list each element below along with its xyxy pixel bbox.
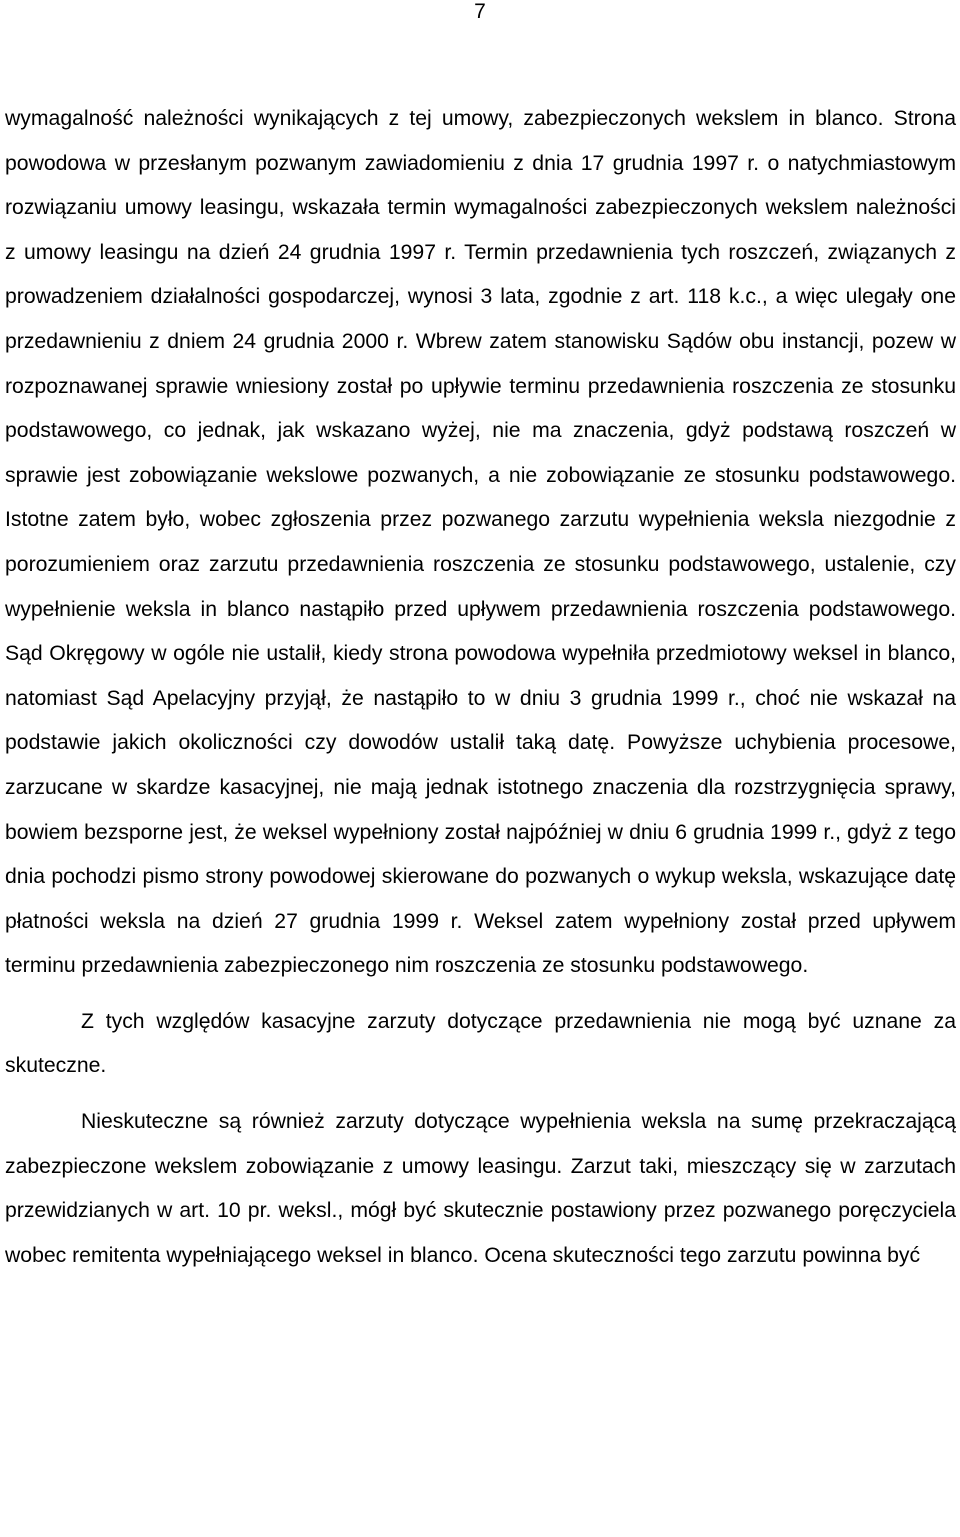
paragraph-limitation-conclusion: Z tych względów kasacyjne zarzuty dotyczące przedawnienia nie mogą być uznane za skuteczne. [5,1009,956,1078]
paragraph-bill-amount-objection: Nieskuteczne są również zarzuty dotyczące wypełnienia weksla na sumę przekraczającą zabezpieczone wekslem zobowiązanie z umowy leasingu. Zarzut taki, mieszczący się w zarzutach przewidzianych w art. 10 pr. weksl., mógł być skutecznie postawiony przez pozwanego poręczyciela wobec remitenta wypełniającego weksel in blanco. Ocena skuteczności tego zarzutu powinna być [5,1110,956,1267]
page-number: 7 [474,0,486,23]
document-body [5,97,956,1278]
paragraph-limitation-analysis: wymagalność należności wynikających z tej umowy, zabezpieczonych wekslem in blanco. Strona powodowa w przesłanym pozwanym zawiadomieniu z dnia 17 grudnia 1997 r. o natychmiastowym rozwiązaniu umowy leasingu, wskazała termin wymagalności zabezpieczonych wekslem należności z umowy leasingu na dzień 24 grudnia 1997 r. Termin przedawnienia tych roszczeń, związanych z prowadzeniem działalności gospodarczej, wynosi 3 lata, zgodnie z art. 118 k.c., a więc ulegały one przedawnieniu z dniem 24 grudnia 2000 r. Wbrew zatem stanowisku Sądów obu instancji, pozew w rozpoznawanej sprawie wniesiony został po upływie terminu przedawnienia roszczenia ze stosunku podstawowego, co jednak, jak wskazano wyżej, nie ma znaczenia, gdyż podstawą roszczeń w sprawie jest zobowiązanie wekslowe pozwanych, a nie zobowiązanie ze stosunku podstawowego. Istotne zatem było, wobec zgłoszenia przez pozwanego zarzutu wypełnienia weksla niezgodnie z porozumieniem oraz zarzutu przedawnienia roszczenia ze stosunku podstawowego, ustalenie, czy wypełnienie weksla in blanco nastąpiło przed upływem przedawnienia roszczenia podstawowego. Sąd Okręgowy w ogóle nie ustalił, kiedy strona powodowa wypełniła przedmiotowy weksel in blanco, natomiast Sąd Apelacyjny przyjął, że nastąpiło to w dniu 3 grudnia 1999 r., choć nie wskazał na podstawie jakich okoliczności czy dowodów ustalił taką datę. Powyższe uchybienia procesowe, zarzucane w skardze kasacyjnej, nie mają jednak istotnego znaczenia dla rozstrzygnięcia sprawy, bowiem bezsporne jest, że weksel wypełniony został najpóźniej w dniu 6 grudnia 1999 r., gdyż z tego dnia pochodzi pismo strony powodowej skierowane do pozwanych o wykup weksla, wskazujące datę płatności weksla na dzień 27 grudnia 1999 r. Weksel zatem wypełniony został przed upływem terminu przedawnienia zabezpieczonego nim roszczenia ze stosunku podstawowego. [5,107,956,978]
